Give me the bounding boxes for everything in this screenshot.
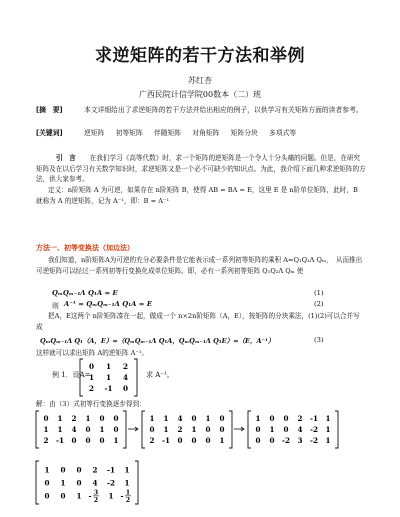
matrix-cell: 0 xyxy=(99,413,105,423)
definition-paragraph: 定义：n阶矩阵 A 为可逆，如果存在 n阶矩阵 B，使得 AB = BA = E，这里 E 是 n阶单位矩阵，此时，B 就称为 A 的逆矩阵，记为 A⁻¹，即：B = A⁻¹ xyxy=(36,186,358,205)
matrix-cell: -1 xyxy=(107,465,115,475)
matrix-cell: 1 xyxy=(325,424,331,434)
matrix-cell: 4 xyxy=(71,424,77,434)
augmented-matrix-4 xyxy=(36,461,138,504)
bracket-right xyxy=(123,411,126,448)
matrix-cell: -2 xyxy=(107,478,115,488)
keyword: 伴随矩阵 xyxy=(153,129,182,137)
matrix-cell: 4 xyxy=(297,424,303,434)
matrix-cell: 1 xyxy=(125,489,131,497)
matrix-cell: 0 xyxy=(99,435,105,445)
matrix-cell: 1 xyxy=(325,435,331,445)
matrix-cell: 4 xyxy=(92,478,98,488)
matrix-cell: 0 xyxy=(205,435,211,445)
matrix-cell: 2 xyxy=(177,424,183,434)
matrix-cell: 0 xyxy=(85,435,91,445)
matrix-cell: 1 xyxy=(325,413,331,423)
matrix-cell: 0 xyxy=(269,435,275,445)
matrix-cell: 0 xyxy=(177,435,183,445)
matrix-cell: 2 xyxy=(92,465,98,475)
augmented-matrix-1 xyxy=(36,411,126,448)
matrix-a xyxy=(78,357,138,397)
augmented-matrix-2 xyxy=(142,411,232,448)
bracket-left xyxy=(142,411,145,448)
matrix-cell: - xyxy=(120,491,124,501)
author-name: 苏红杏 xyxy=(188,76,212,85)
matrix-cell: 1 xyxy=(108,491,114,501)
section-heading: 方法一、初等变换法（加边法） xyxy=(36,244,134,252)
matrix-cell: 0 xyxy=(43,413,49,423)
matrix-cell: 0 xyxy=(113,424,119,434)
matrix-cell: 0 xyxy=(60,465,66,475)
matrix-cell: 1 xyxy=(99,424,105,434)
matrix-cell: 0 xyxy=(71,435,77,445)
matrix-cell: 0 xyxy=(283,424,289,434)
matrix-cell: 1 xyxy=(88,372,95,382)
solution-label: 解：由（3）式初等行变换逐步得到： xyxy=(36,400,146,408)
bracket-right xyxy=(135,461,138,504)
matrix-cell: 0 xyxy=(205,424,211,434)
matrix-cell: 1 xyxy=(60,478,66,488)
matrix-cell: 1 xyxy=(43,424,49,434)
matrix-cell: 1 xyxy=(76,491,82,501)
abstract-text: 本文详细给出了求逆矩阵的若干方法并给出相应的例子，以供学习有关矩阵方面的读者参考。 xyxy=(84,106,363,114)
matrix-cell: 1 xyxy=(57,413,63,423)
bracket-left xyxy=(248,411,251,448)
example-label: 例 1．设A= xyxy=(52,371,91,379)
matrix-cell: 0 xyxy=(76,478,82,488)
matrix-cell: - xyxy=(88,491,92,501)
matrix-cell: -1 xyxy=(56,435,64,445)
matrix-cell: 0 xyxy=(122,383,129,393)
matrix-cell: 0 xyxy=(219,413,225,423)
keywords-list xyxy=(84,128,368,139)
bracket-left xyxy=(36,411,39,448)
matrix-cell: 2 xyxy=(297,413,303,423)
keyword: 矩阵分块 xyxy=(230,129,258,137)
matrix-cell: -2 xyxy=(310,435,318,445)
matrix-cell: 2 xyxy=(93,496,99,504)
matrix-cell: 0 xyxy=(88,361,95,371)
matrix-cell: 1 xyxy=(219,435,225,445)
equation-2-number: (2) xyxy=(314,300,324,308)
matrix-cell: 4 xyxy=(122,372,129,382)
intro-text: 在我们学习《高等代数》时，求一个矩阵的逆矩阵是一个令人十分头痛的问题。但是，在研究矩阵及在以后学习有关数学知识时，求逆矩阵又是一个必不可缺少的知识点。为此，我介绍下面几种求逆矩阵的方法，供大家参考。 xyxy=(36,154,366,184)
matrix-a-body xyxy=(80,359,137,396)
matrix-cell: 0 xyxy=(60,491,66,501)
matrix-cell: 1 xyxy=(149,413,155,423)
keyword: 初等矩阵 xyxy=(115,129,143,137)
matrix-cell: -2 xyxy=(282,435,290,445)
matrix-cell: 3 xyxy=(93,489,99,497)
keyword: 多项式等 xyxy=(269,129,297,137)
matrix-cell: 0 xyxy=(85,424,91,434)
matrix-cell: 2 xyxy=(125,496,131,504)
example-tail: 求 A⁻¹。 xyxy=(146,371,174,379)
matrix-cell: 4 xyxy=(177,413,183,423)
keyword: 逆矩阵 xyxy=(84,129,105,137)
abstract-label: [摘 要] xyxy=(36,106,63,114)
matrix-cell: 2 xyxy=(71,413,77,423)
intro-label: 引 言 xyxy=(56,154,76,162)
matrix-cell: 1 xyxy=(163,424,169,434)
matrix-cell: 2 xyxy=(43,435,49,445)
intro-paragraph xyxy=(36,153,366,185)
matrix-cell: 0 xyxy=(44,491,50,501)
matrix-cell: 2 xyxy=(122,361,129,371)
matrix-cell: 1 xyxy=(124,478,130,488)
matrix-cell: 1 xyxy=(85,413,91,423)
matrix-cell: 2 xyxy=(149,435,155,445)
matrix-cell: 0 xyxy=(191,413,197,423)
matrix-cell: -2 xyxy=(310,424,318,434)
matrix-cell: 2 xyxy=(88,383,95,393)
matrix-cell: 0 xyxy=(76,465,82,475)
matrix-cell: 1 xyxy=(269,424,275,434)
matrix-cell: 1 xyxy=(113,435,119,445)
matrix-cell: 0 xyxy=(255,424,261,434)
matrix-cell: 1 xyxy=(105,361,112,371)
matrix-cell: 1 xyxy=(205,413,211,423)
matrix-cell: 1 xyxy=(124,465,130,475)
keywords-label: [关键词] xyxy=(36,129,63,137)
matrix-cell: -1 xyxy=(162,435,170,445)
author-affiliation: 广西民院计信学院00数本（二）班 xyxy=(138,90,262,99)
matrix-cell: 1 xyxy=(255,413,261,423)
matrix-cell: 0 xyxy=(191,435,197,445)
matrix-cell: 0 xyxy=(255,435,261,445)
bracket-right xyxy=(134,359,137,396)
augmented-matrix-3 xyxy=(248,411,338,448)
matrix-cell: 0 xyxy=(283,413,289,423)
matrix-cell: -1 xyxy=(310,413,318,423)
keyword: 对角矩阵 xyxy=(192,129,220,137)
equation-3-number: (3) xyxy=(314,336,324,344)
bracket-left xyxy=(80,359,83,396)
matrix-cell: 0 xyxy=(113,413,119,423)
section-paragraph-2: 把A，E这两个 n阶矩阵凑在一起，做成一个 n×2n阶矩阵（A，E），按矩阵的分块乘法，(1)(2)可以合并写成 xyxy=(36,312,360,331)
matrix-cell: 0 xyxy=(44,478,50,488)
matrix-cell: 3 xyxy=(297,435,303,445)
equation-1-number: (1) xyxy=(314,289,324,297)
matrix-cell: 0 xyxy=(149,424,155,434)
matrix-cell: 1 xyxy=(163,413,169,423)
section-paragraph-1: 我们知道，n阶矩阵A为可逆的充分必要条件是它能表示成一系列初等矩阵的乘积 A=Q₁Q₂Λ Qₘ， 从而推出可逆矩阵可以经过一系列初等行变换化成单位矩阵。即，必有一系列初等矩阵 Q₁Q₂Λ Qₘ 使 xyxy=(36,256,363,275)
section-paragraph-3: 这样就可以求出矩阵 A的逆矩阵 A⁻¹。 xyxy=(36,349,149,357)
equation-2: A⁻¹ = QₘQₘ₋₁Λ Q₁A = E xyxy=(64,300,152,308)
matrix-cell: 1 xyxy=(191,424,197,434)
equation-1: QₘQₘ₋₁Λ Q₁A = E xyxy=(52,289,118,297)
paper-title: 求逆矩阵的若干方法和举例 xyxy=(95,46,305,66)
matrix-cell: 1 xyxy=(105,372,112,382)
bracket-right xyxy=(335,411,338,448)
augmented-matrices xyxy=(34,409,374,509)
matrix-cell: -1 xyxy=(104,383,113,393)
matrix-cell: 0 xyxy=(219,424,225,434)
equation-3: QₘQₘ₋₁Λ Q₁（A，E）=（QₘQₘ₋₁Λ Q₁A，QₘQₘ₋₁Λ Q₁E）=（E，A⁻¹） xyxy=(40,337,275,345)
matrix-cell: 0 xyxy=(269,413,275,423)
bracket-left xyxy=(36,461,39,504)
equation-2-prefix: 则 xyxy=(52,302,59,310)
matrix-cell: 1 xyxy=(57,424,63,434)
matrix-cell: 1 xyxy=(44,465,50,475)
bracket-right xyxy=(229,411,232,448)
